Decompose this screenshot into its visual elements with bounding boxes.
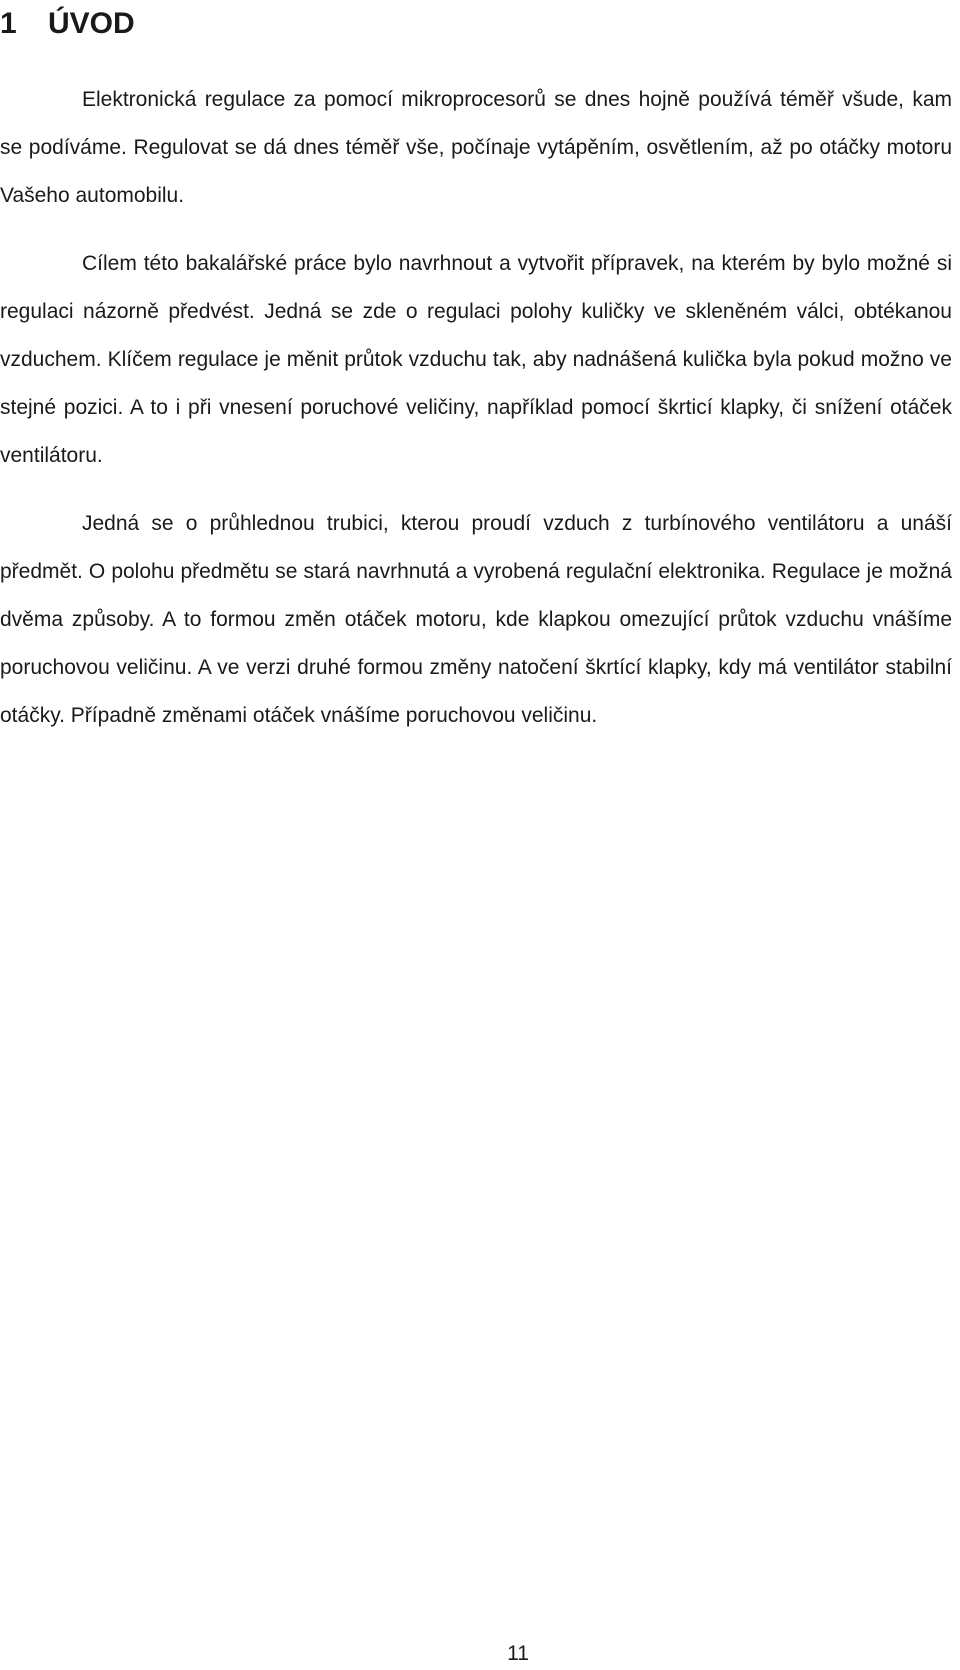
- chapter-body: [0, 76, 952, 760]
- paragraph-intro: Elektronická regulace za pomocí mikroprocesorů se dnes hojně používá téměř všude, kam se podíváme. Regulovat se dá dnes téměř vše, počínaje vytápěním, osvětlením, až po otáčky motoru Vašeho automobilu.: [0, 88, 952, 207]
- paragraph-goal: Cílem této bakalářské práce bylo navrhnout a vytvořit přípravek, na kterém by bylo možné si regulaci názorně předvést. Jedná se zde o regulaci polohy kuličky ve skleněném válci, obtékanou vzduchem. Klíčem regulace je měnit průtok vzduchu tak, aby nadnášená kulička byla pokud možno ve stejné pozici. A to i při vnesení poruchové veličiny, například pomocí škrticí klapky, či snížení otáček ventilátoru.: [0, 252, 952, 467]
- chapter-title: ÚVOD: [48, 7, 135, 40]
- page-number: 11: [507, 1642, 529, 1665]
- chapter-heading: [0, 2, 135, 46]
- chapter-number: 1: [0, 7, 17, 40]
- paragraph-description: Jedná se o průhlednou trubici, kterou proudí vzduch z turbínového ventilátoru a unáší předmět. O polohu předmětu se stará navrhnutá a vyrobená regulační elektronika. Regulace je možná dvěma způsoby. A to formou změn otáček motoru, kde klapkou omezující průtok vzduchu vnášíme poruchovou veličinu. A ve verzi druhé formou změny natočení škrtící klapky, kdy má ventilátor stabilní otáčky. Případně změnami otáček vnášíme poruchovou veličinu.: [0, 512, 952, 727]
